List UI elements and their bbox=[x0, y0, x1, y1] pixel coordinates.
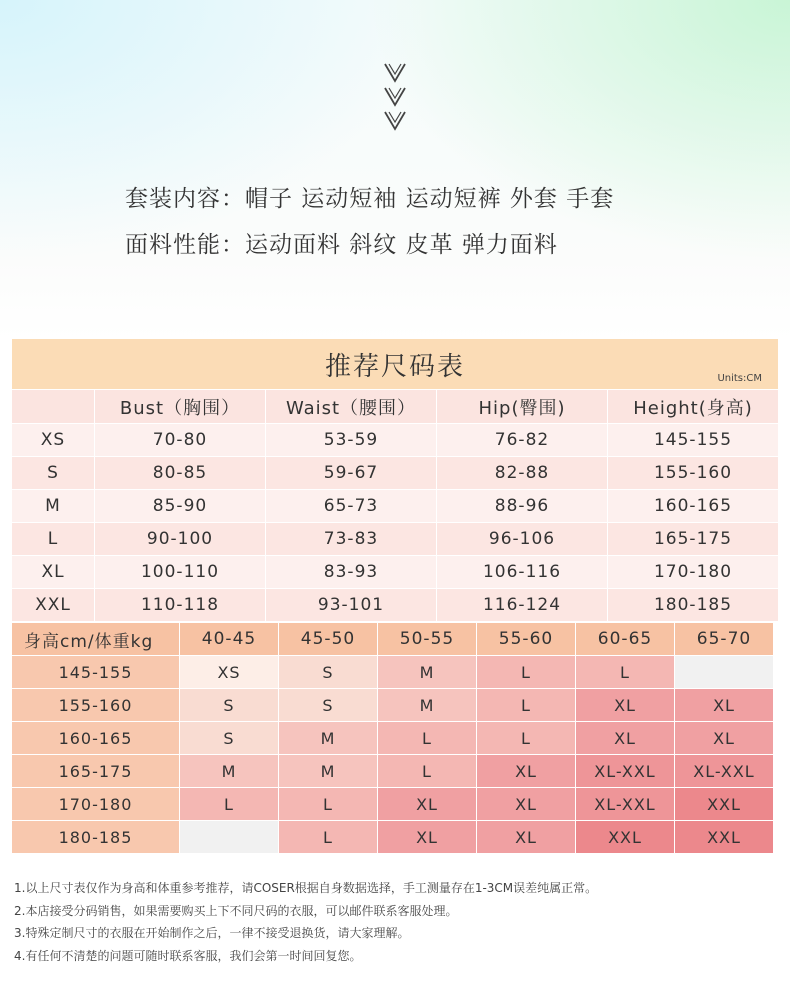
recommended-size-cell: XL bbox=[675, 689, 773, 721]
size-label-cell: XS bbox=[12, 424, 94, 456]
measurement-cell: 100-110 bbox=[95, 556, 265, 588]
measurement-cell: 53-59 bbox=[266, 424, 436, 456]
measurement-cell: 59-67 bbox=[266, 457, 436, 489]
size-header-cell: Hip(臀围) bbox=[437, 390, 607, 423]
recommended-size-cell: XL bbox=[675, 722, 773, 754]
note-item: 3.特殊定制尺寸的衣服在开始制作之后，一律不接受退换货，请大家理解。 bbox=[14, 926, 410, 940]
recommended-size-cell: XL bbox=[576, 722, 674, 754]
size-header-cell: Bust（胸围） bbox=[95, 390, 265, 423]
recommended-size-cell: XL bbox=[477, 755, 575, 787]
measurement-cell: 106-116 bbox=[437, 556, 607, 588]
set-contents-line: 套装内容：帽子 运动短袖 运动短裤 外套 手套 bbox=[125, 186, 615, 212]
height-weight-corner: 身高cm/体重kg bbox=[12, 623, 179, 655]
measurement-cell: 93-101 bbox=[266, 589, 436, 621]
recommended-size-cell: L bbox=[279, 788, 377, 820]
measurement-cell: 155-160 bbox=[608, 457, 778, 489]
measurement-cell: 116-124 bbox=[437, 589, 607, 621]
measurement-cell: 180-185 bbox=[608, 589, 778, 621]
units-label: Units:CM bbox=[717, 373, 762, 384]
fabric-line: 面料性能：运动面料 斜纹 皮革 弹力面料 bbox=[125, 232, 558, 258]
recommended-size-cell: XS bbox=[180, 656, 278, 688]
measurement-cell: 82-88 bbox=[437, 457, 607, 489]
measurement-cell: 80-85 bbox=[95, 457, 265, 489]
recommended-size-cell: XL-XXL bbox=[576, 755, 674, 787]
recommended-size-cell: L bbox=[279, 821, 377, 853]
weight-header-cell: 65-70 bbox=[675, 623, 773, 655]
scroll-down-arrows bbox=[382, 62, 408, 134]
height-label-cell: 170-180 bbox=[12, 788, 179, 820]
recommended-size-cell: XXL bbox=[675, 821, 773, 853]
measurement-cell: 160-165 bbox=[608, 490, 778, 522]
height-label-cell: 180-185 bbox=[12, 821, 179, 853]
recommended-size-cell: L bbox=[477, 656, 575, 688]
recommended-size-cell: M bbox=[279, 722, 377, 754]
recommended-size-cell: L bbox=[576, 656, 674, 688]
weight-header-cell: 60-65 bbox=[576, 623, 674, 655]
recommended-size-cell bbox=[180, 821, 278, 853]
recommended-size-cell: XL bbox=[576, 689, 674, 721]
measurement-cell: 90-100 bbox=[95, 523, 265, 555]
size-label-cell: S bbox=[12, 457, 94, 489]
recommended-size-cell: L bbox=[477, 722, 575, 754]
recommended-size-cell bbox=[675, 656, 773, 688]
measurement-cell: 85-90 bbox=[95, 490, 265, 522]
note-item: 2.本店接受分码销售，如果需要购买上下不同尺码的衣服，可以邮件联系客服处理。 bbox=[14, 903, 458, 918]
note-item: 1.以上尺寸表仅作为身高和体重参考推荐，请COSER根据自身数据选择，手工测量存在1-3CM误差纯属正常。 bbox=[14, 881, 598, 895]
recommended-size-cell: L bbox=[378, 755, 476, 787]
recommendation-grid bbox=[12, 623, 778, 853]
chevron-down-icon bbox=[382, 110, 408, 132]
size-label-cell: XL bbox=[12, 556, 94, 588]
height-label-cell: 145-155 bbox=[12, 656, 179, 688]
height-label-cell: 155-160 bbox=[12, 689, 179, 721]
measurement-cell: 88-96 bbox=[437, 490, 607, 522]
recommended-size-cell: XL bbox=[477, 821, 575, 853]
recommended-size-cell: S bbox=[279, 656, 377, 688]
recommended-size-cell: S bbox=[180, 689, 278, 721]
recommended-size-cell: XL bbox=[378, 788, 476, 820]
measurement-cell: 65-73 bbox=[266, 490, 436, 522]
measurement-cell: 145-155 bbox=[608, 424, 778, 456]
measurement-cell: 76-82 bbox=[437, 424, 607, 456]
recommended-size-cell: M bbox=[378, 656, 476, 688]
size-header-cell: Waist（腰围） bbox=[266, 390, 436, 423]
notes-list bbox=[14, 877, 597, 967]
measurement-cell: 165-175 bbox=[608, 523, 778, 555]
measurement-cell: 96-106 bbox=[437, 523, 607, 555]
measurement-grid bbox=[12, 390, 778, 621]
weight-header-cell: 45-50 bbox=[279, 623, 377, 655]
measurement-cell: 170-180 bbox=[608, 556, 778, 588]
recommended-size-cell: M bbox=[180, 755, 278, 787]
size-label-cell: L bbox=[12, 523, 94, 555]
recommended-size-cell: L bbox=[180, 788, 278, 820]
recommended-size-cell: XL-XXL bbox=[576, 788, 674, 820]
size-header-cell bbox=[12, 390, 94, 423]
size-label-cell: XXL bbox=[12, 589, 94, 621]
recommended-size-cell: XXL bbox=[576, 821, 674, 853]
size-label-cell: M bbox=[12, 490, 94, 522]
measurement-cell: 110-118 bbox=[95, 589, 265, 621]
chevron-down-icon bbox=[382, 86, 408, 108]
height-label-cell: 160-165 bbox=[12, 722, 179, 754]
recommended-size-cell: L bbox=[477, 689, 575, 721]
recommended-size-cell: M bbox=[378, 689, 476, 721]
height-label-cell: 165-175 bbox=[12, 755, 179, 787]
size-table-title: 推荐尺码表 bbox=[324, 351, 465, 382]
size-table bbox=[12, 339, 778, 853]
recommended-size-cell: S bbox=[180, 722, 278, 754]
measurement-cell: 73-83 bbox=[266, 523, 436, 555]
size-header-cell: Height(身高) bbox=[608, 390, 778, 423]
recommended-size-cell: M bbox=[279, 755, 377, 787]
weight-header-cell: 40-45 bbox=[180, 623, 278, 655]
recommended-size-cell: XL bbox=[378, 821, 476, 853]
weight-header-cell: 50-55 bbox=[378, 623, 476, 655]
recommended-size-cell: XXL bbox=[675, 788, 773, 820]
measurement-cell: 83-93 bbox=[266, 556, 436, 588]
note-item: 4.有任何不清楚的问题可随时联系客服，我们会第一时间回复您。 bbox=[14, 948, 362, 963]
recommended-size-cell: XL-XXL bbox=[675, 755, 773, 787]
measurement-cell: 70-80 bbox=[95, 424, 265, 456]
size-table-title-bar bbox=[12, 339, 778, 389]
recommended-size-cell: XL bbox=[477, 788, 575, 820]
recommended-size-cell: S bbox=[279, 689, 377, 721]
recommended-size-cell: L bbox=[378, 722, 476, 754]
chevron-down-icon bbox=[382, 62, 408, 84]
weight-header-cell: 55-60 bbox=[477, 623, 575, 655]
